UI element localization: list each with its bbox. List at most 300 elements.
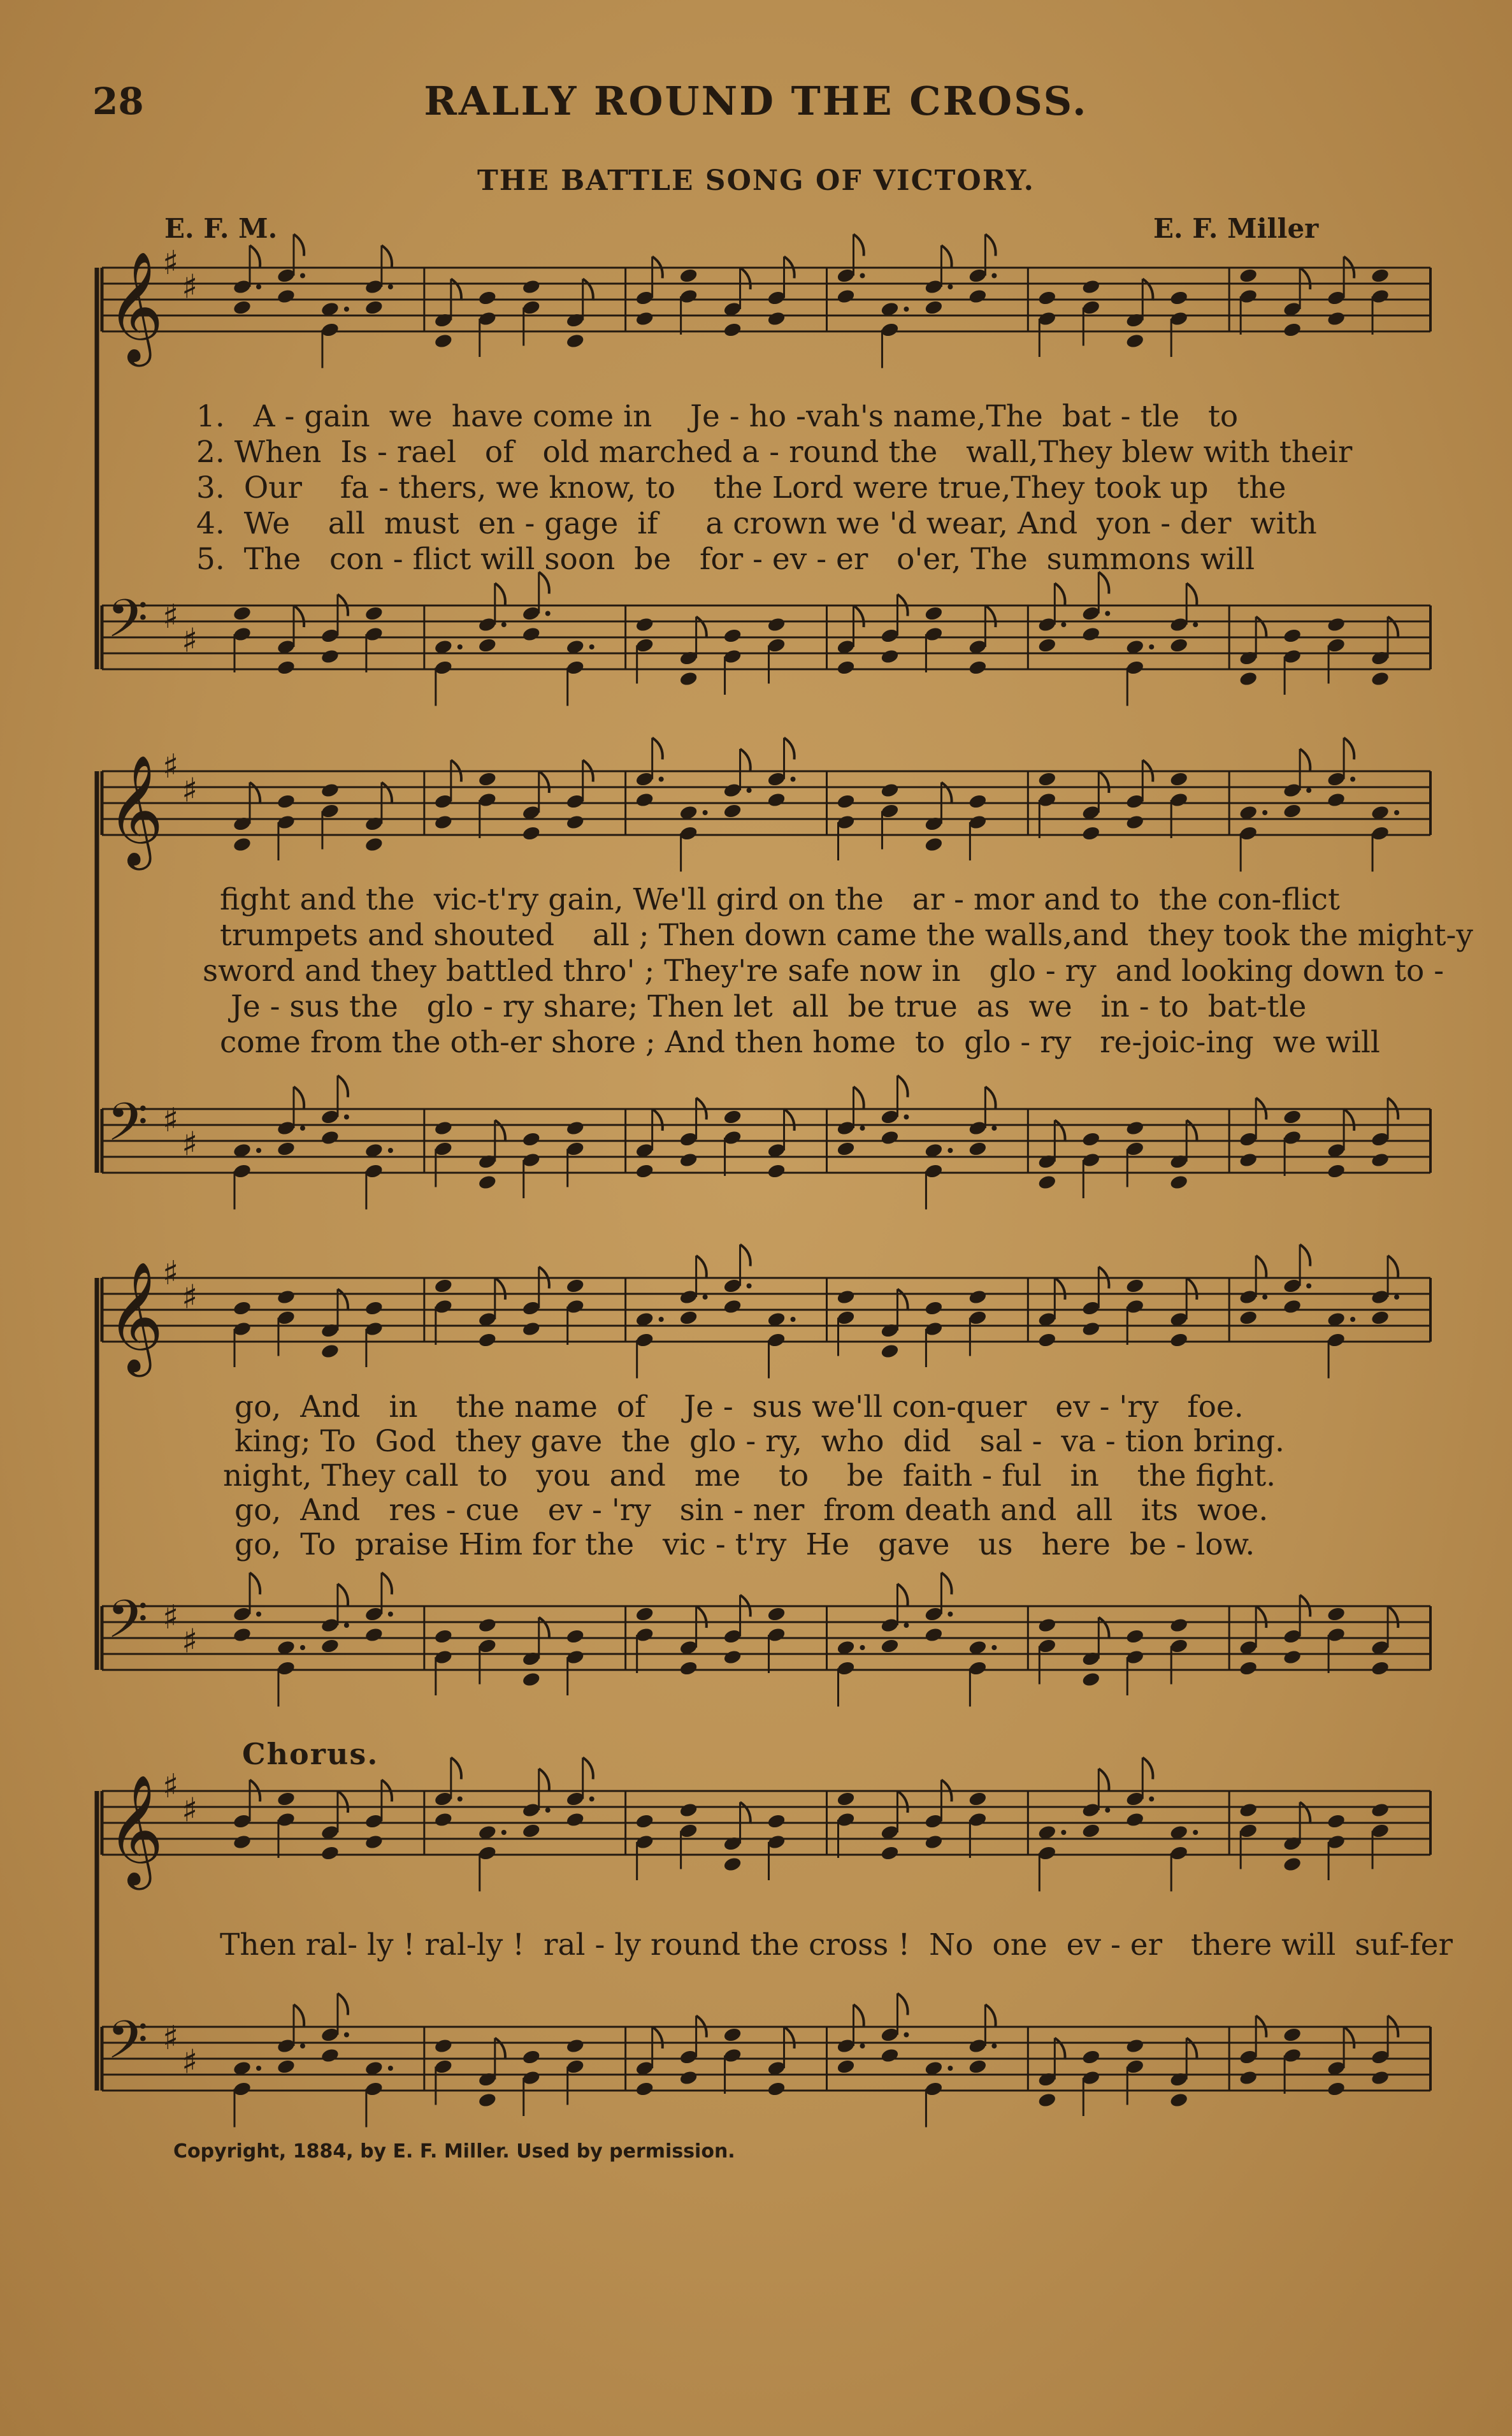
note-flag — [338, 1076, 348, 1098]
sharp-sign: ♯ — [162, 1254, 179, 1293]
note-head — [1037, 1174, 1057, 1191]
note-head — [635, 616, 654, 633]
note-flag — [1300, 268, 1310, 289]
note-flag — [1388, 1606, 1398, 1628]
note-head — [1125, 333, 1145, 349]
note-flag — [696, 617, 707, 639]
note-head — [364, 1834, 384, 1850]
note-flag — [1300, 1802, 1310, 1824]
note-head — [723, 628, 742, 644]
note-head — [723, 1856, 742, 1873]
sharp-sign: ♯ — [182, 1125, 198, 1164]
verse-line: sword and they battled thro' ; They're safe now in glo - ry and looking down to - — [203, 953, 1444, 989]
note-head — [434, 1628, 454, 1645]
bass-clef: 𝄢 — [107, 1588, 148, 1663]
note-head — [364, 300, 384, 316]
note-head — [836, 794, 856, 810]
note-flag — [784, 738, 795, 760]
note-flag — [784, 1109, 795, 1131]
note-head — [521, 1671, 541, 1688]
note-head — [434, 333, 454, 349]
note-flag — [1055, 2038, 1065, 2060]
verse-line: 1. A - gain we have come in Je - ho -vah's name,The bat - tle to — [196, 399, 1239, 434]
note-head — [880, 782, 900, 799]
bass-clef: 𝄢 — [107, 1091, 148, 1166]
verse-line: go, And res - cue ev - 'ry sin - ner from death and all its woe. — [234, 1493, 1269, 1528]
note-head — [836, 288, 856, 305]
note-head — [1169, 1617, 1189, 1634]
note-head — [565, 333, 585, 349]
note-head — [277, 1289, 296, 1305]
verse-line: 4. We all must en - gage if a crown we 'd wear, And yon - der with — [196, 506, 1317, 541]
note-flag — [941, 1573, 951, 1595]
dot — [860, 1126, 865, 1131]
dot — [904, 1115, 909, 1120]
note-head — [836, 1141, 856, 1157]
note-head — [1283, 628, 1302, 644]
note-flag — [1098, 771, 1109, 793]
note-head — [1283, 1649, 1302, 1665]
note-flag — [1256, 617, 1266, 639]
note-flag — [294, 1087, 304, 1108]
note-head — [233, 1627, 252, 1643]
note-head — [277, 1791, 296, 1808]
dot — [344, 1623, 349, 1628]
note-head — [1169, 2092, 1189, 2108]
dot — [791, 777, 796, 782]
note-head — [1125, 814, 1145, 830]
note-head — [880, 1129, 900, 1146]
sharp-sign: ♯ — [182, 268, 198, 307]
lyricist-credit: E. F. M. — [164, 213, 278, 244]
note-head — [767, 1606, 786, 1623]
treble-clef: 𝄞 — [107, 1774, 164, 1885]
note-flag — [1186, 1120, 1197, 1142]
note-flag — [854, 605, 864, 627]
note-head — [635, 310, 654, 327]
running-title: RALLY ROUND THE CROSS. — [424, 78, 1088, 124]
note-head — [477, 1617, 497, 1634]
dot — [659, 777, 664, 782]
note-head — [1371, 1152, 1390, 1168]
note-flag — [294, 605, 304, 627]
note-head — [1371, 671, 1390, 687]
dot — [991, 1645, 997, 1650]
dot — [256, 284, 261, 289]
note-head — [1239, 268, 1258, 284]
dot — [860, 2043, 865, 2048]
note-flag — [985, 1087, 995, 1108]
note-flag — [985, 235, 995, 256]
note-flag — [382, 1573, 392, 1595]
note-head — [477, 1174, 497, 1191]
note-head — [968, 1791, 988, 1808]
dot — [1193, 1830, 1198, 1835]
verse-line: 2. When Is - rael of old marched a - round the wall,They blew with their — [196, 435, 1353, 470]
note-flag — [294, 235, 304, 256]
note-head — [679, 1152, 698, 1168]
note-head — [968, 1141, 988, 1157]
note-head — [521, 1823, 541, 1839]
note-head — [1037, 290, 1057, 307]
note-head — [1283, 1298, 1302, 1315]
note-head — [1239, 671, 1258, 687]
treble-clef: 𝄞 — [107, 251, 164, 362]
note-head — [521, 1131, 541, 1148]
dot — [388, 1148, 393, 1153]
note-head — [723, 803, 742, 820]
note-head — [1283, 2027, 1302, 2043]
note-head — [880, 648, 900, 665]
sharp-sign: ♯ — [182, 771, 198, 810]
note-head — [1037, 1617, 1057, 1634]
dot — [1306, 788, 1311, 793]
note-flag — [338, 1584, 348, 1606]
note-head — [836, 2059, 856, 2075]
dot — [1306, 1284, 1311, 1289]
note-head — [924, 605, 944, 622]
note-head — [1283, 1856, 1302, 1873]
note-head — [1081, 825, 1101, 842]
dot — [1061, 622, 1066, 627]
note-head — [880, 1343, 900, 1359]
sharp-sign: ♯ — [162, 244, 179, 282]
note-flag — [985, 605, 995, 627]
note-head — [635, 1606, 654, 1623]
dot — [991, 273, 997, 279]
dot — [1193, 622, 1198, 627]
note-head — [277, 660, 296, 676]
note-flag — [250, 245, 260, 267]
note-flag — [897, 1289, 907, 1311]
note-head — [880, 2047, 900, 2064]
note-flag — [1344, 1109, 1354, 1131]
sharp-sign: ♯ — [182, 1791, 198, 1830]
note-head — [880, 1845, 900, 1862]
verse-line: trumpets and shouted all ; Then down came the walls,and they took the might-y — [220, 918, 1473, 953]
note-head — [767, 1813, 786, 1830]
treble-clef: 𝄞 — [107, 755, 164, 866]
verse-line: Je - sus the glo - ry share; Then let all be true as we in - to bat-tle — [231, 989, 1307, 1024]
note-flag — [652, 738, 663, 760]
note-head — [320, 782, 340, 799]
note-head — [565, 814, 585, 830]
note-head — [434, 1120, 454, 1136]
note-head — [767, 792, 786, 808]
verse-line: 5. The con - flict will soon be for - ev - er o'er, The summons will — [196, 542, 1255, 577]
note-head — [1169, 1174, 1189, 1191]
dot — [300, 1126, 305, 1131]
note-head — [1081, 1823, 1101, 1839]
note-head — [477, 637, 497, 654]
verse-line: go, And in the name of Je - sus we'll con-quer ev - 'ry foe. — [234, 1389, 1244, 1425]
dot — [1105, 611, 1110, 616]
note-head — [767, 616, 786, 633]
note-flag — [854, 2005, 864, 2026]
composer-credit: E. F. Miller — [1153, 213, 1319, 244]
note-head — [635, 792, 654, 808]
sharp-sign: ♯ — [162, 1599, 179, 1637]
note-head — [968, 660, 988, 676]
note-head — [1125, 1628, 1145, 1645]
note-head — [320, 648, 340, 665]
note-head — [477, 1332, 497, 1349]
note-flag — [652, 2027, 663, 2048]
note-flag — [1186, 1278, 1197, 1300]
note-flag — [1098, 1769, 1109, 1790]
verse-line: fight and the vic-t'ry gain, We'll gird on the ar - mor and to the con-flict — [220, 882, 1340, 917]
note-head — [635, 1813, 654, 1830]
dot — [991, 1126, 997, 1131]
note-flag — [1142, 1758, 1153, 1780]
note-flag — [539, 771, 549, 793]
dot — [300, 273, 305, 279]
dot — [1149, 644, 1154, 649]
note-head — [924, 1300, 944, 1317]
note-head — [521, 1321, 541, 1337]
note-flag — [1344, 2027, 1354, 2048]
note-head — [679, 2070, 698, 2086]
dot — [256, 1612, 261, 1617]
note-head — [565, 1811, 585, 1828]
note-flag — [897, 1791, 907, 1813]
note-head — [968, 288, 988, 305]
note-flag — [495, 2038, 505, 2060]
note-flag — [338, 1791, 348, 1813]
dot — [1394, 810, 1399, 815]
note-head — [1169, 1332, 1189, 1349]
note-head — [277, 794, 296, 810]
note-head — [565, 2038, 585, 2054]
note-head — [1327, 792, 1346, 808]
page-number: 28 — [92, 80, 144, 123]
note-head — [1327, 1813, 1346, 1830]
note-head — [1037, 637, 1057, 654]
note-head — [1081, 1321, 1101, 1337]
note-head — [1371, 1660, 1390, 1677]
note-head — [1327, 1606, 1346, 1623]
note-head — [1169, 290, 1189, 307]
note-head — [1327, 2081, 1346, 2098]
note-head — [434, 1811, 454, 1828]
dot — [860, 1645, 865, 1650]
note-head — [880, 1638, 900, 1655]
dot — [545, 1808, 551, 1813]
note-head — [924, 836, 944, 853]
note-head — [1283, 1109, 1302, 1126]
note-head — [565, 1278, 585, 1294]
note-head — [1081, 279, 1101, 295]
note-head — [1371, 2070, 1390, 2086]
note-head — [1327, 310, 1346, 327]
note-head — [521, 2049, 541, 2066]
note-head — [836, 660, 856, 676]
dot — [947, 1148, 953, 1153]
note-head — [1125, 1120, 1145, 1136]
note-head — [364, 605, 384, 622]
note-head — [1169, 771, 1189, 788]
note-head — [1327, 1163, 1346, 1180]
note-head — [277, 1141, 296, 1157]
chorus-lyric-line: Then ral- ly ! ral-ly ! ral - ly round the cross ! No one ev - er there will suf-fer — [220, 1927, 1453, 1962]
dot — [457, 1797, 463, 1802]
note-flag — [740, 749, 751, 771]
dot — [947, 284, 953, 289]
note-head — [233, 836, 252, 853]
note-flag — [941, 245, 951, 267]
sharp-sign: ♯ — [182, 1278, 198, 1317]
note-head — [1371, 1802, 1390, 1818]
dot — [947, 2066, 953, 2071]
note-head — [968, 1289, 988, 1305]
note-head — [320, 1343, 340, 1359]
note-head — [924, 1627, 944, 1643]
note-head — [233, 605, 252, 622]
note-head — [767, 1163, 786, 1180]
dot — [589, 644, 594, 649]
note-flag — [985, 2005, 995, 2026]
dot — [904, 307, 909, 312]
dot — [991, 2043, 997, 2048]
dot — [344, 307, 349, 312]
note-head — [1239, 1660, 1258, 1677]
dot — [1394, 1294, 1399, 1300]
note-flag — [539, 1618, 549, 1639]
note-flag — [451, 1758, 461, 1780]
note-flag — [854, 1087, 864, 1108]
dot — [904, 2033, 909, 2038]
dot — [747, 788, 752, 793]
note-flag — [250, 783, 260, 804]
note-head — [233, 1300, 252, 1317]
note-head — [1125, 1278, 1145, 1294]
note-head — [1037, 771, 1057, 788]
sharp-sign: ♯ — [162, 1767, 179, 1806]
dot — [388, 1612, 393, 1617]
note-flag — [740, 1802, 751, 1824]
dot — [791, 1317, 796, 1322]
note-head — [1239, 1802, 1258, 1818]
note-flag — [1098, 1618, 1109, 1639]
verse-line: 3. Our fa - thers, we know, to the Lord were true,They took up the — [196, 470, 1286, 505]
note-head — [233, 300, 252, 316]
note-head — [477, 771, 497, 788]
note-head — [277, 2059, 296, 2075]
note-flag — [451, 279, 461, 301]
note-head — [320, 2047, 340, 2064]
note-head — [1125, 2038, 1145, 2054]
note-head — [1371, 1310, 1390, 1326]
note-head — [477, 290, 497, 307]
note-flag — [696, 1256, 707, 1277]
note-head — [1327, 616, 1346, 633]
dot — [703, 1294, 708, 1300]
note-head — [1081, 1131, 1101, 1148]
note-head — [364, 836, 384, 853]
dot — [703, 810, 708, 815]
note-head — [1169, 637, 1189, 654]
verse-line: come from the oth-er shore ; And then home to glo - ry re-joic-ing we will — [220, 1025, 1380, 1060]
sharp-sign: ♯ — [182, 1622, 198, 1661]
dot — [860, 273, 865, 279]
note-head — [723, 1298, 742, 1315]
note-head — [521, 279, 541, 295]
note-flag — [495, 1278, 505, 1300]
dot — [457, 644, 463, 649]
note-head — [277, 288, 296, 305]
chorus-label: Chorus. — [242, 1737, 379, 1771]
note-flag — [294, 2005, 304, 2026]
note-head — [679, 1802, 698, 1818]
note-head — [836, 1791, 856, 1808]
note-head — [679, 1660, 698, 1677]
note-head — [968, 2059, 988, 2075]
note-head — [364, 1300, 384, 1317]
note-flag — [1388, 1256, 1398, 1277]
note-head — [233, 1834, 252, 1850]
dot — [589, 1797, 594, 1802]
note-head — [521, 626, 541, 642]
note-flag — [539, 1769, 549, 1790]
note-flag — [696, 1606, 707, 1628]
dot — [256, 2066, 261, 2071]
note-flag — [583, 1758, 593, 1780]
note-flag — [1256, 1256, 1266, 1277]
note-flag — [338, 1289, 348, 1311]
bass-clef: 𝄢 — [107, 588, 148, 662]
note-head — [1371, 268, 1390, 284]
note-head — [565, 1628, 585, 1645]
note-head — [320, 1845, 340, 1862]
note-head — [477, 2092, 497, 2108]
note-head — [767, 310, 786, 327]
note-head — [434, 814, 454, 830]
note-head — [1125, 1811, 1145, 1828]
dot — [1149, 1797, 1154, 1802]
dot — [747, 1284, 752, 1289]
dot — [501, 622, 507, 627]
dot — [300, 2043, 305, 2048]
note-flag — [1300, 1245, 1310, 1266]
sharp-sign: ♯ — [162, 1101, 179, 1140]
note-head — [565, 1120, 585, 1136]
dot — [1350, 1317, 1355, 1322]
dot — [501, 1830, 507, 1835]
note-flag — [1388, 617, 1398, 639]
verse-line: night, They call to you and me to be faith - ful in the fight. — [223, 1458, 1276, 1493]
note-flag — [740, 1245, 751, 1266]
dot — [904, 1623, 909, 1628]
dot — [256, 1148, 261, 1153]
note-flag — [1256, 1606, 1266, 1628]
sharp-sign: ♯ — [182, 621, 198, 660]
dot — [947, 1612, 953, 1617]
note-head — [1037, 2092, 1057, 2108]
verse-line: go, To praise Him for the vic - t'ry He gave us here be - low. — [234, 1527, 1255, 1562]
note-flag — [897, 1994, 907, 2015]
sharp-sign: ♯ — [182, 2043, 198, 2082]
sharp-sign: ♯ — [162, 2019, 179, 2057]
dot — [1262, 1294, 1267, 1300]
dot — [1350, 777, 1355, 782]
note-head — [635, 2081, 654, 2098]
note-head — [1081, 1671, 1101, 1688]
dot — [1061, 1830, 1066, 1835]
note-flag — [382, 245, 392, 267]
note-head — [723, 1109, 742, 1126]
note-head — [1239, 1152, 1258, 1168]
note-head — [723, 1649, 742, 1665]
